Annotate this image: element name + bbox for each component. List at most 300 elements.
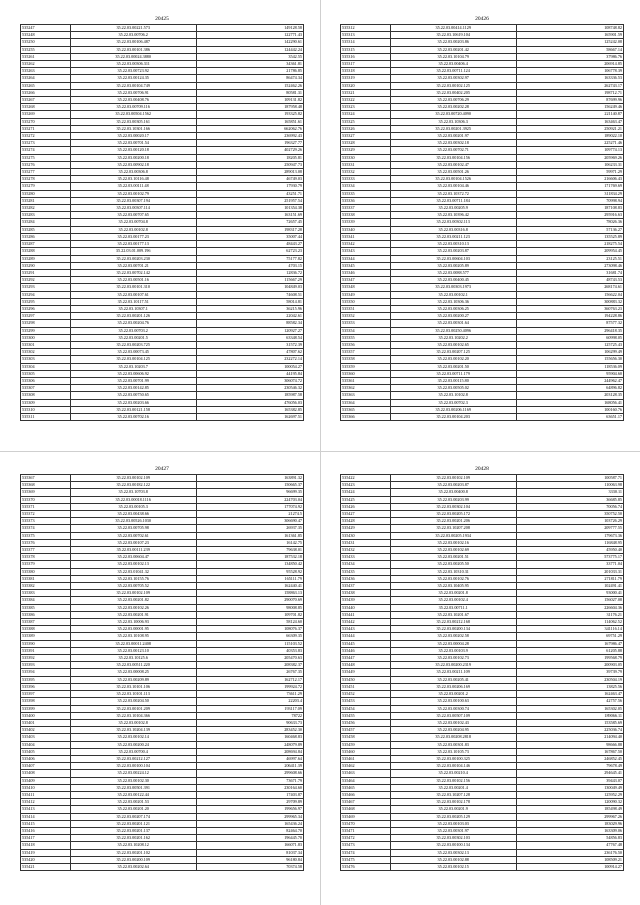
record-amount-cell: 12836.72 xyxy=(196,269,303,276)
record-code-cell: 35.22.03.00201.82 xyxy=(70,597,196,604)
table-row xyxy=(341,734,624,741)
record-code-cell: 35.22.03.10204.139 xyxy=(70,727,196,734)
table-row xyxy=(341,770,624,777)
record-code-cell: 35.22.03.00507.109 xyxy=(390,712,516,719)
table-row xyxy=(341,755,624,762)
record-code-cell: 35.22.03.00008.25 xyxy=(70,669,196,676)
record-code-cell: 35.22.03.00700.4 xyxy=(70,748,196,755)
record-amount-cell: 199656.97 xyxy=(196,806,303,813)
record-code-cell: 35.22.03.00205.89 xyxy=(390,262,516,269)
table-row xyxy=(21,46,304,53)
table-row xyxy=(21,212,304,219)
record-amount-cell: 177074.92 xyxy=(196,503,303,510)
record-id-cell: 535299 xyxy=(21,327,71,334)
record-id-cell: 535399 xyxy=(21,705,71,712)
record-amount-cell: 160468.83 xyxy=(196,734,303,741)
table-row xyxy=(341,835,624,842)
table-row xyxy=(21,777,304,784)
table-row xyxy=(21,104,304,111)
record-code-cell: 35.22.03.00203.87 xyxy=(390,248,516,255)
record-id-cell: 535269 xyxy=(21,111,71,118)
table-row xyxy=(341,140,624,147)
table-row xyxy=(341,392,624,399)
record-code-cell: 35.22.03.00221.573 xyxy=(70,25,196,32)
record-code-cell: 35.22.03.00104.46 xyxy=(390,183,516,190)
record-id-cell: 535411 xyxy=(21,791,71,798)
record-id-cell: 535296 xyxy=(21,305,71,312)
record-amount-cell: 66309.35 xyxy=(196,633,303,640)
record-amount-cell: 244962.47 xyxy=(516,377,623,384)
record-code-cell: 35.22.03.00705.98 xyxy=(70,525,196,532)
record-id-cell: 535450 xyxy=(341,676,391,683)
record-amount-cell: 87699.96 xyxy=(516,97,623,104)
record-id-cell: 535273 xyxy=(21,140,71,147)
record-amount-cell: 17930.79 xyxy=(196,183,303,190)
record-amount-cell: 273098.46 xyxy=(516,262,623,269)
table-row xyxy=(341,705,624,712)
record-code-cell: 35.22.03.00004.28 xyxy=(390,640,516,647)
record-code-cell: 35.22.03.00526.1030 xyxy=(70,518,196,525)
table-row xyxy=(21,125,304,132)
record-id-cell: 535277 xyxy=(21,169,71,176)
table-row xyxy=(21,568,304,575)
record-amount-cell: 216606.43 xyxy=(516,176,623,183)
record-code-cell: 35.22.03.10155.76 xyxy=(70,575,196,582)
record-amount-cell: 43251.71 xyxy=(196,190,303,197)
record-id-cell: 535466 xyxy=(341,791,391,798)
record-amount-cell: 153585.69 xyxy=(516,719,623,726)
record-id-cell: 535369 xyxy=(21,489,71,496)
record-amount-cell: 209777.55 xyxy=(516,525,623,532)
record-amount-cell: 476056.03 xyxy=(196,399,303,406)
record-amount-cell: 31176.21 xyxy=(516,611,623,618)
record-code-cell: 35.22.03.10208.12 xyxy=(70,842,196,849)
record-amount-cell: 662062.76 xyxy=(196,125,303,132)
record-code-cell: 35.22.03.00210.4 xyxy=(390,770,516,777)
record-code-cell: 35.22.03.00102.1 xyxy=(390,291,516,298)
table-row xyxy=(341,205,624,212)
record-code-cell: 35.22.03.10207.128 xyxy=(390,791,516,798)
record-code-cell: 35.22.03.00706.2 xyxy=(70,32,196,39)
record-amount-cell: 199924.72 xyxy=(196,683,303,690)
record-amount-cell: 58014.81 xyxy=(196,298,303,305)
record-code-cell: 35.22.03.00201.97 xyxy=(390,133,516,140)
table-row xyxy=(341,820,624,827)
record-amount-cell: 63651.17 xyxy=(516,413,623,420)
table-row xyxy=(21,133,304,140)
record-amount-cell: 193117.09 xyxy=(196,705,303,712)
record-code-cell: 35.22.03.00177.23 xyxy=(70,233,196,240)
table-row xyxy=(21,835,304,842)
record-code-cell: 35.22.03.00209.89 xyxy=(70,676,196,683)
record-amount-cell: 165436.24 xyxy=(196,820,303,827)
record-id-cell: 535298 xyxy=(21,320,71,327)
table-row xyxy=(21,226,304,233)
table-row xyxy=(21,399,304,406)
record-id-cell: 535360 xyxy=(341,370,391,377)
table-row xyxy=(21,511,304,518)
record-id-cell: 535278 xyxy=(21,176,71,183)
table-row xyxy=(21,741,304,748)
record-amount-cell: 39443.07 xyxy=(516,777,623,784)
page-number: 20426 xyxy=(475,16,489,22)
document-page-bottom-right xyxy=(340,466,624,871)
record-code-cell: 35.22.03.00606.92 xyxy=(70,370,196,377)
record-amount-cell: 168056.41 xyxy=(516,399,623,406)
record-code-cell: 35.22.03.00201.50 xyxy=(390,363,516,370)
record-amount-cell: 86474.34 xyxy=(196,75,303,82)
record-id-cell: 535322 xyxy=(341,97,391,104)
record-amount-cell: 60998.05 xyxy=(516,334,623,341)
record-code-cell: 35.22.03.00202.58 xyxy=(390,633,516,640)
record-id-cell: 535423 xyxy=(341,482,391,489)
record-amount-cell: 54856.83 xyxy=(516,835,623,842)
record-code-cell: 35.22.03.00102.47 xyxy=(390,161,516,168)
record-id-cell: 535398 xyxy=(21,698,71,705)
record-code-cell: 35.22.03.00102.26 xyxy=(70,604,196,611)
record-amount-cell: 46997.64 xyxy=(196,755,303,762)
record-amount-cell: 100914.27 xyxy=(516,863,623,870)
record-id-cell: 535439 xyxy=(341,597,391,604)
record-amount-cell: 208694.84 xyxy=(196,748,303,755)
record-id-cell: 535344 xyxy=(341,255,391,262)
record-amount-cell: 167867.50 xyxy=(516,748,623,755)
record-code-cell: 35.22.03.00122.44 xyxy=(70,791,196,798)
record-id-cell: 535475 xyxy=(341,856,391,863)
record-code-cell: 35.22.03.00701.21 xyxy=(70,262,196,269)
record-code-cell: 35.22.03.00102.109 xyxy=(390,475,516,482)
record-code-cell: 35.22.03.00201.126 xyxy=(70,313,196,320)
table-row xyxy=(21,320,304,327)
record-amount-cell: 98008.85 xyxy=(196,604,303,611)
record-id-cell: 535345 xyxy=(341,262,391,269)
record-amount-cell: 122771.43 xyxy=(196,32,303,39)
record-id-cell: 535386 xyxy=(21,611,71,618)
table-row xyxy=(341,611,624,618)
record-code-cell: 35.22.03.00102.4 xyxy=(390,597,516,604)
record-id-cell: 535306 xyxy=(21,377,71,384)
table-row xyxy=(341,799,624,806)
record-amount-cell: 165111.79 xyxy=(196,575,303,582)
record-amount-cell: 21786.85 xyxy=(196,68,303,75)
table-row xyxy=(21,712,304,719)
record-amount-cell: 108748.82 xyxy=(516,25,623,32)
record-amount-cell: 250921.21 xyxy=(516,125,623,132)
record-code-cell: 35.22.03.00302.18 xyxy=(390,140,516,147)
record-code-cell: 35.22.03.00306.311 xyxy=(70,61,196,68)
table-row xyxy=(341,597,624,604)
table-row xyxy=(341,554,624,561)
record-code-cell: 35.22.03.00307.114 xyxy=(70,205,196,212)
table-row xyxy=(341,813,624,820)
records-table xyxy=(20,474,304,871)
record-amount-cell: 200903.05 xyxy=(516,662,623,669)
record-code-cell: 35.22.03.00201.121 xyxy=(70,820,196,827)
record-code-cell: 35.22.03.00102.88 xyxy=(390,856,516,863)
table-row xyxy=(341,489,624,496)
record-code-cell: 35.22.03.00307.194 xyxy=(70,197,196,204)
record-amount-cell: 118536.09 xyxy=(516,363,623,370)
record-amount-cell: 250947.73 xyxy=(196,161,303,168)
table-row xyxy=(21,370,304,377)
record-amount-cell: 45950.40 xyxy=(516,547,623,554)
record-id-cell: 535267 xyxy=(21,97,71,104)
table-row xyxy=(21,327,304,334)
table-row xyxy=(341,356,624,363)
record-id-cell: 535262 xyxy=(21,61,71,68)
record-code-cell: 35.22.03.00301.97 xyxy=(390,827,516,834)
record-amount-cell: 156249.46 xyxy=(516,104,623,111)
record-code-cell: 35.22.03.00073.45 xyxy=(70,349,196,356)
record-code-cell: 35.22.03.10105.73 xyxy=(390,748,516,755)
record-amount-cell: 46749.03 xyxy=(196,176,303,183)
record-id-cell: 535286 xyxy=(21,233,71,240)
table-row xyxy=(21,633,304,640)
table-row xyxy=(21,89,304,96)
record-amount-cell: 21274.5 xyxy=(196,511,303,518)
record-code-cell: 35.22.03.00300.74 xyxy=(390,705,516,712)
record-code-cell: 35.22.03.00201.91 xyxy=(70,611,196,618)
record-code-cell: 35.22.03.00750.65 xyxy=(70,392,196,399)
record-id-cell: 535354 xyxy=(341,327,391,334)
record-id-cell: 535458 xyxy=(341,734,391,741)
record-amount-cell: 209954.45 xyxy=(516,248,623,255)
record-amount-cell: 187108.83 xyxy=(516,205,623,212)
record-code-cell: 35.22.03.00702.71 xyxy=(390,147,516,154)
record-amount-cell: 26767.35 xyxy=(196,669,303,676)
record-id-cell: 535359 xyxy=(341,363,391,370)
table-row xyxy=(341,385,624,392)
record-code-cell: 35.22.03.00102.30 xyxy=(70,777,196,784)
record-code-cell: 35.22.03.00302.13 xyxy=(390,849,516,856)
record-id-cell: 535327 xyxy=(341,133,391,140)
record-amount-cell: 171769.69 xyxy=(516,183,623,190)
table-row xyxy=(341,190,624,197)
record-code-cell: 35.22.03.10006.93 xyxy=(70,619,196,626)
record-amount-cell: 350752.50 xyxy=(516,511,623,518)
record-code-cell: 35.22.03.00102.76 xyxy=(390,575,516,582)
record-amount-cell: 179673.36 xyxy=(516,532,623,539)
table-row xyxy=(341,539,624,546)
table-row xyxy=(341,763,624,770)
record-code-cell: 35.22.03.00438.66 xyxy=(70,511,196,518)
table-row xyxy=(341,349,624,356)
table-row xyxy=(21,575,304,582)
table-row xyxy=(341,806,624,813)
record-id-cell: 535417 xyxy=(21,835,71,842)
table-row xyxy=(21,255,304,262)
record-amount-cell: 167986.47 xyxy=(516,640,623,647)
record-id-cell: 535391 xyxy=(21,647,71,654)
record-code-cell: 35.22.03.10396.42 xyxy=(390,212,516,219)
record-amount-cell: 251957.54 xyxy=(196,197,303,204)
table-row xyxy=(341,82,624,89)
record-code-cell: 35.22.03.00106.487 xyxy=(70,39,196,46)
record-code-cell: 35.22.03.00706.29 xyxy=(390,97,516,104)
record-amount-cell: 78722 xyxy=(196,712,303,719)
table-row xyxy=(341,575,624,582)
record-code-cell: 35.22.03.00200.27 xyxy=(390,313,516,320)
table-row xyxy=(21,489,304,496)
record-code-cell: 35.22.03.00182.122 xyxy=(70,482,196,489)
record-id-cell: 535318 xyxy=(341,68,391,75)
table-row xyxy=(341,320,624,327)
table-row xyxy=(341,269,624,276)
record-amount-cell: 232272.14 xyxy=(196,356,303,363)
record-amount-cell: 22042.61 xyxy=(196,313,303,320)
record-code-cell: 35.22.03.00100.134 xyxy=(390,842,516,849)
record-amount-cell: 101354.38 xyxy=(196,205,303,212)
record-amount-cell: 57136.27 xyxy=(516,226,623,233)
record-amount-cell: 158863.13 xyxy=(196,590,303,597)
record-amount-cell: 135525.89 xyxy=(516,233,623,240)
table-row xyxy=(21,392,304,399)
table-row xyxy=(341,176,624,183)
table-row xyxy=(341,169,624,176)
table-row xyxy=(341,32,624,39)
table-row xyxy=(21,284,304,291)
table-row xyxy=(21,597,304,604)
record-id-cell: 535396 xyxy=(21,683,71,690)
record-amount-cell: 29709.89 xyxy=(196,799,303,806)
record-code-cell: 35.22.03.00205.129 xyxy=(390,813,516,820)
record-id-cell: 535302 xyxy=(21,349,71,356)
record-code-cell: 35.22.03.00306.25 xyxy=(390,305,516,312)
table-row xyxy=(21,341,304,348)
table-row xyxy=(341,399,624,406)
table-row xyxy=(21,140,304,147)
table-row xyxy=(21,849,304,856)
record-id-cell: 535361 xyxy=(341,377,391,384)
record-id-cell: 535465 xyxy=(341,784,391,791)
record-id-cell: 535405 xyxy=(21,748,71,755)
record-amount-cell: 196327.77 xyxy=(196,140,303,147)
record-id-cell: 535368 xyxy=(21,482,71,489)
record-id-cell: 535468 xyxy=(341,806,391,813)
record-code-cell: 35.22.03.00701.54 xyxy=(70,140,196,147)
table-row xyxy=(21,111,304,118)
record-amount-cell: 165302.05 xyxy=(516,705,623,712)
record-id-cell: 535263 xyxy=(21,68,71,75)
record-id-cell: 535455 xyxy=(341,712,391,719)
record-id-cell: 535274 xyxy=(21,147,71,154)
record-code-cell: 35.22.03.10310.31 xyxy=(390,568,516,575)
record-id-cell: 535317 xyxy=(341,61,391,68)
record-amount-cell: 108076.37 xyxy=(196,626,303,633)
table-row xyxy=(21,32,304,39)
record-amount-cell: 268174.61 xyxy=(516,284,623,291)
record-amount-cell: 47807.62 xyxy=(196,349,303,356)
record-id-cell: 535309 xyxy=(21,399,71,406)
record-amount-cell: 199568.79 xyxy=(516,655,623,662)
record-code-cell: 35.22.03.00400.45 xyxy=(390,277,516,284)
record-code-cell: 35.22.03.00101.310 xyxy=(70,284,196,291)
record-id-cell: 535348 xyxy=(341,284,391,291)
record-code-cell: 35.22.03.10301.166 xyxy=(70,125,196,132)
record-amount-cell: 165851.61 xyxy=(196,118,303,125)
record-code-cell: 35.22.03.00200.109 xyxy=(70,856,196,863)
record-amount-cell: 246852.45 xyxy=(516,755,623,762)
table-row xyxy=(341,583,624,590)
record-code-cell: 35.22.03.00201.3925 xyxy=(390,125,516,132)
record-id-cell: 535275 xyxy=(21,154,71,161)
record-id-cell: 535279 xyxy=(21,183,71,190)
record-code-cell: 35.22.03.00142.85 xyxy=(70,385,196,392)
record-amount-cell: 95528.92 xyxy=(196,568,303,575)
table-row xyxy=(21,269,304,276)
record-id-cell: 535413 xyxy=(21,806,71,813)
record-amount-cell: 3330.11 xyxy=(516,489,623,496)
table-row xyxy=(341,291,624,298)
record-code-cell: 35.22.03.00711.1 xyxy=(390,604,516,611)
record-code-cell: 35.22.03.10703.8 xyxy=(70,489,196,496)
record-amount-cell: 116848.95 xyxy=(516,539,623,546)
record-code-cell: 35.22.03.00102.109 xyxy=(70,475,196,482)
table-row xyxy=(341,842,624,849)
table-row xyxy=(341,25,624,32)
record-code-cell: 35.22.03.00024.3880 xyxy=(70,53,196,60)
record-code-cell: 35.22.03.00200.24 xyxy=(70,741,196,748)
record-amount-cell: 193325.82 xyxy=(196,111,303,118)
record-id-cell: 535418 xyxy=(21,842,71,849)
record-amount-cell: 81037.34 xyxy=(196,849,303,856)
record-code-cell: 35.22.03.00316.8 xyxy=(390,226,516,233)
record-id-cell: 535271 xyxy=(21,125,71,132)
record-amount-cell: 22203.4 xyxy=(196,698,303,705)
table-row xyxy=(341,719,624,726)
table-row xyxy=(21,856,304,863)
record-amount-cell: 225036.74 xyxy=(516,727,623,734)
record-amount-cell: 296418.35 xyxy=(516,327,623,334)
table-row xyxy=(341,233,624,240)
record-amount-cell: 36685.85 xyxy=(516,496,623,503)
table-row xyxy=(21,241,304,248)
record-amount-cell: 80581.31 xyxy=(196,89,303,96)
record-id-cell: 535476 xyxy=(341,863,391,870)
record-id-cell: 535467 xyxy=(341,799,391,806)
record-id-cell: 535390 xyxy=(21,640,71,647)
record-code-cell: 35.22.03.10101.113 xyxy=(70,691,196,698)
record-code-cell: 35.22.03.00302.104 xyxy=(390,503,516,510)
record-code-cell: 35.22.03.00302.97 xyxy=(390,75,516,82)
record-amount-cell: 4703.15 xyxy=(196,262,303,269)
record-code-cell: 35.22.03.00205.1934 xyxy=(390,532,516,539)
record-amount-cell: 187958.48 xyxy=(196,104,303,111)
table-row xyxy=(341,647,624,654)
record-code-cell: 35.22.03.00102.73 xyxy=(390,655,516,662)
table-row xyxy=(21,683,304,690)
record-code-cell: 35.22.03.10203.7 xyxy=(70,363,196,370)
record-id-cell: 535421 xyxy=(21,863,71,870)
record-amount-cell: 100160.76 xyxy=(516,406,623,413)
record-id-cell: 535367 xyxy=(21,475,71,482)
record-id-cell: 535461 xyxy=(341,755,391,762)
record-code-cell: 35.22.03.00206.169 xyxy=(390,683,516,690)
record-code-cell: 35.22.03.10207.208 xyxy=(390,525,516,532)
record-amount-cell: 230546.32 xyxy=(196,385,303,392)
record-id-cell: 535377 xyxy=(21,547,71,554)
record-id-cell: 535325 xyxy=(341,118,391,125)
record-code-cell: 35.22.03.10108.95 xyxy=(70,633,196,640)
record-amount-cell: 163336.53 xyxy=(516,75,623,82)
record-code-cell: 35.22.03.00111.48 xyxy=(70,183,196,190)
table-row xyxy=(21,518,304,525)
record-code-cell: 35.22.03.00501.16 xyxy=(70,277,196,284)
table-row xyxy=(21,475,304,482)
table-row xyxy=(21,547,304,554)
table-row xyxy=(341,619,624,626)
table-row xyxy=(21,539,304,546)
